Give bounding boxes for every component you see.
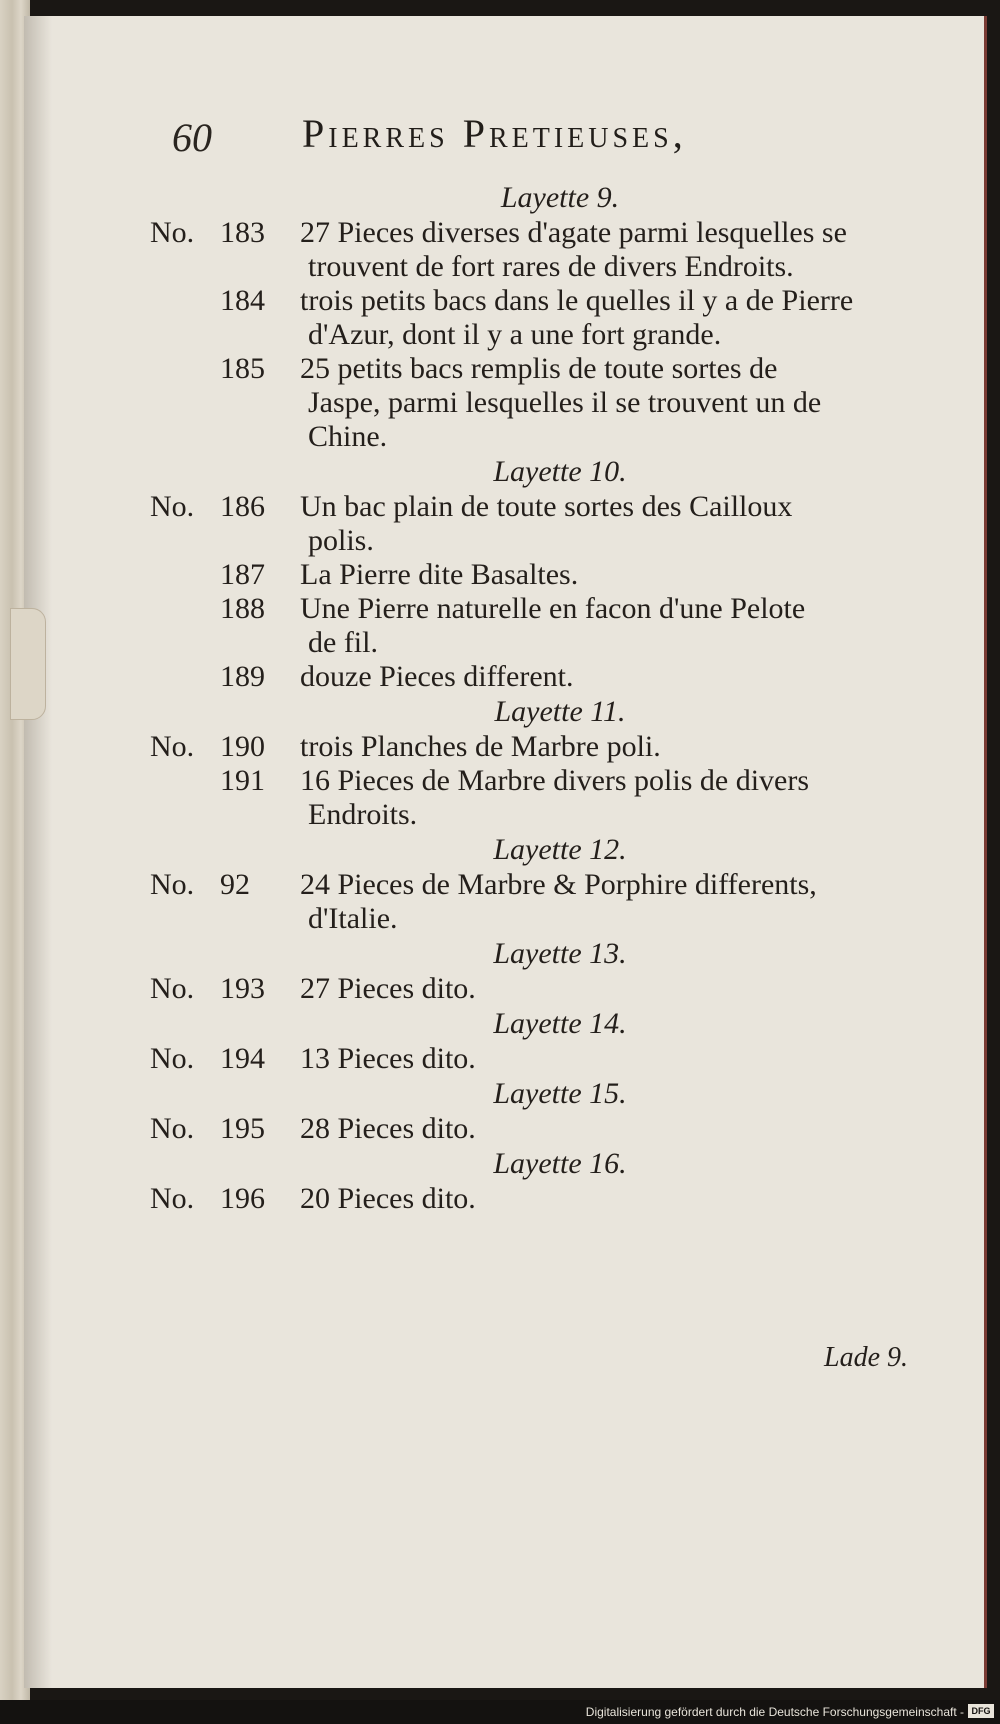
entry-line: d'Italie. bbox=[308, 902, 398, 935]
entry-description bbox=[300, 592, 910, 660]
layette-heading: Layette 10. bbox=[493, 455, 627, 488]
entry-line: 28 Pieces dito. bbox=[300, 1112, 476, 1145]
entry-description bbox=[300, 1042, 910, 1076]
entry-line: 27 Pieces dito. bbox=[300, 972, 476, 1005]
entry-no-label: No. bbox=[150, 216, 195, 249]
entry-line: de fil. bbox=[308, 626, 378, 659]
entry-description bbox=[300, 972, 910, 1006]
entry-number: 187 bbox=[220, 558, 265, 591]
entry-number: 185 bbox=[220, 352, 265, 385]
layette-heading: Layette 14. bbox=[493, 1007, 627, 1040]
entry-description bbox=[300, 1112, 910, 1146]
entry-description bbox=[300, 764, 910, 832]
entry-number: 191 bbox=[220, 764, 265, 797]
entry-no-label: No. bbox=[150, 1042, 195, 1075]
entry-no-label: No. bbox=[150, 868, 195, 901]
entry-number: 193 bbox=[220, 972, 265, 1005]
page-header bbox=[150, 106, 850, 166]
layette-heading: Layette 16. bbox=[493, 1147, 627, 1180]
entry-number: 194 bbox=[220, 1042, 265, 1075]
entry-line: 16 Pieces de Marbre divers polis de divers bbox=[300, 764, 810, 797]
dfg-credit: Digitalisierung gefördert durch die Deutsche Forschungsgemeinschaft - bbox=[585, 1705, 964, 1719]
entry-line: Chine. bbox=[308, 420, 388, 453]
catalogue-entry bbox=[150, 972, 910, 1006]
layette-heading: Layette 11. bbox=[494, 695, 626, 728]
entry-number: 183 bbox=[220, 216, 265, 249]
entry-description bbox=[300, 284, 910, 352]
entry-line: Une Pierre naturelle en facon d'une Pelote bbox=[300, 592, 806, 625]
entry-line: 27 Pieces diverses d'agate parmi lesquelles se bbox=[300, 216, 847, 249]
entry-line: douze Pieces different. bbox=[300, 660, 574, 693]
entry-description bbox=[300, 868, 910, 936]
catalogue-entry bbox=[150, 216, 910, 284]
catchword: Lade 9. bbox=[824, 1342, 908, 1373]
page-number: 60 bbox=[172, 115, 212, 160]
entry-number: 189 bbox=[220, 660, 265, 693]
catalogue-entry bbox=[150, 284, 910, 352]
entry-line: Un bac plain de toute sortes des Cailloux bbox=[300, 490, 793, 523]
catalogue-entry bbox=[150, 1042, 910, 1076]
digitization-footer bbox=[0, 1700, 1000, 1724]
running-title: Pierres Pretieuses, bbox=[302, 111, 687, 156]
dfg-logo: DFG bbox=[968, 1704, 994, 1718]
catalogue-entry bbox=[150, 558, 910, 592]
spine-shadow bbox=[24, 16, 52, 1688]
entry-line: trois Planches de Marbre poli. bbox=[300, 730, 661, 763]
entry-line: Jaspe, parmi lesquelles il se trouvent un de bbox=[308, 386, 822, 419]
entry-number: 195 bbox=[220, 1112, 265, 1145]
entry-description bbox=[300, 216, 910, 284]
entry-line: 25 petits bacs remplis de toute sortes de bbox=[300, 352, 778, 385]
catalogue-entry bbox=[150, 660, 910, 694]
catalogue-entry bbox=[150, 352, 910, 454]
entry-number: 190 bbox=[220, 730, 265, 763]
entry-number: 186 bbox=[220, 490, 265, 523]
catalogue-entry bbox=[150, 490, 910, 558]
entry-no-label: No. bbox=[150, 1112, 195, 1145]
entry-number: 92 bbox=[220, 868, 250, 901]
catalogue-text bbox=[150, 180, 910, 1216]
entry-description bbox=[300, 660, 910, 694]
entry-number: 196 bbox=[220, 1182, 265, 1215]
entry-description bbox=[300, 490, 910, 558]
entry-description bbox=[300, 730, 910, 764]
entry-no-label: No. bbox=[150, 1182, 195, 1215]
catalogue-entry bbox=[150, 868, 910, 936]
layette-heading: Layette 9. bbox=[500, 181, 620, 214]
catalogue-entry bbox=[150, 730, 910, 764]
entry-line: polis. bbox=[308, 524, 374, 557]
layette-heading: Layette 13. bbox=[493, 937, 627, 970]
entry-no-label: No. bbox=[150, 972, 195, 1005]
catalogue-entry bbox=[150, 1182, 910, 1216]
entry-line: La Pierre dite Basaltes. bbox=[300, 558, 579, 591]
entry-line: 20 Pieces dito. bbox=[300, 1182, 476, 1215]
entry-line: Endroits. bbox=[308, 798, 418, 831]
entry-no-label: No. bbox=[150, 730, 195, 763]
catalogue-entry bbox=[150, 1112, 910, 1146]
entry-line: 13 Pieces dito. bbox=[300, 1042, 476, 1075]
entry-number: 188 bbox=[220, 592, 265, 625]
layette-heading: Layette 12. bbox=[493, 833, 627, 866]
entry-line: d'Azur, dont il y a une fort grande. bbox=[308, 318, 722, 351]
layette-heading: Layette 15. bbox=[493, 1077, 627, 1110]
entry-line: trois petits bacs dans le quelles il y a de Pierre bbox=[300, 284, 854, 317]
entry-description bbox=[300, 558, 910, 592]
entry-no-label: No. bbox=[150, 490, 195, 523]
entry-description bbox=[300, 1182, 910, 1216]
catalogue-entry bbox=[150, 592, 910, 660]
entry-description bbox=[300, 352, 910, 454]
catalogue-entry bbox=[150, 764, 910, 832]
entry-line: trouvent de fort rares de divers Endroits. bbox=[308, 250, 794, 283]
page-tab-marker bbox=[10, 608, 46, 720]
entry-line: 24 Pieces de Marbre & Porphire differents, bbox=[300, 868, 817, 901]
entry-number: 184 bbox=[220, 284, 265, 317]
